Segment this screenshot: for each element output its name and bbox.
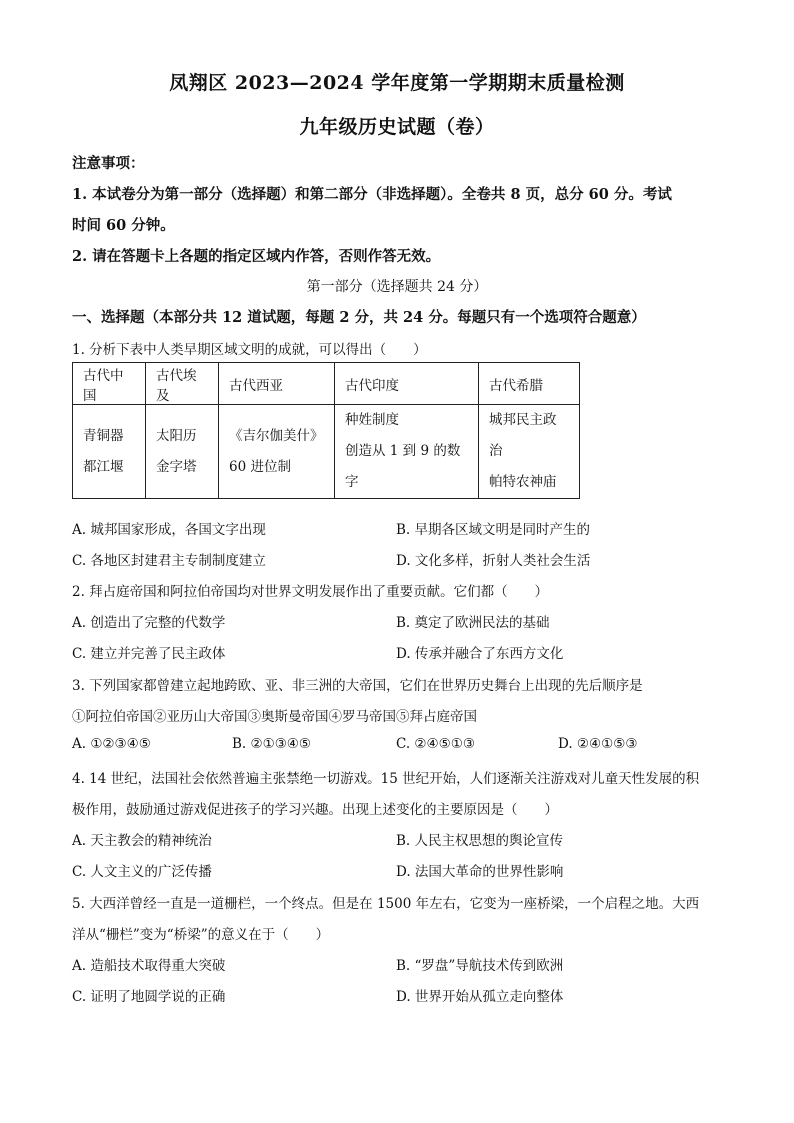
question-5-stem-line-2: 洋从“栅栏”变为“桥梁”的意义在于（ ） — [72, 927, 330, 943]
table-header-row — [73, 363, 580, 405]
q5-option-c: C. 证明了地圆学说的正确 — [72, 989, 226, 1005]
table-header-cell: 古代希腊 — [479, 363, 580, 405]
table-cell — [335, 405, 479, 499]
question-3-stem: 3. 下列国家都曾建立起地跨欧、亚、非三洲的大帝国，它们在世界历史舞台上出现的先后顺序是 — [72, 678, 643, 694]
table-cell-line: 60 进位制 — [229, 458, 291, 475]
q4-option-b: B. 人民主权思想的舆论宣传 — [396, 833, 564, 849]
q2-option-b: B. 奠定了欧洲民法的基础 — [396, 615, 550, 631]
table-cell — [479, 405, 580, 499]
question-4-stem-line-2: 极作用，鼓励通过游戏促进孩子的学习兴趣。出现上述变化的主要原因是（ ） — [72, 802, 558, 818]
q3-option-b: B. ②①③④⑤ — [232, 736, 312, 752]
table-header-cell: 古代西亚 — [219, 363, 335, 405]
notes-item-2: 2. 请在答题卡上各题的指定区域内作答，否则作答无效。 — [72, 248, 441, 265]
q1-option-a: A. 城邦国家形成，各国文字出现 — [72, 522, 266, 538]
section-1-heading: 一、选择题（本部分共 12 道试题，每题 2 分，共 24 分。每题只有一个选项符合题意） — [72, 309, 646, 326]
table-cell-line: 《吉尔伽美什》 — [229, 427, 324, 444]
table-cell-line: 都江堰 — [83, 458, 124, 475]
q5-option-a: A. 造船技术取得重大突破 — [72, 958, 226, 974]
table-cell-line: 创造从 1 到 9 的数字 — [345, 443, 461, 490]
table-cell-line: 帕特农神庙 — [489, 474, 557, 490]
table-cell-line: 金字塔 — [156, 458, 197, 475]
q4-option-a: A. 天主教会的精神统治 — [72, 833, 212, 849]
table-cell-line: 青铜器 — [83, 427, 124, 444]
notes-item-1-line-2: 时间 60 分钟。 — [72, 217, 175, 234]
q1-option-b: B. 早期各区域文明是同时产生的 — [396, 522, 591, 538]
table-cell-line: 太阳历 — [156, 427, 197, 444]
q3-option-a: A. ①②③④⑤ — [72, 736, 151, 752]
exam-title: 凤翔区 2023—2024 学年度第一学期期末质量检测 — [169, 72, 625, 94]
question-4-stem-line-1: 4. 14 世纪，法国社会依然普遍主张禁绝一切游戏。15 世纪开始，人们逐渐关注游戏对儿童天性发展的积 — [72, 771, 700, 787]
table-cell-line: 城邦民主政治 — [489, 412, 557, 459]
q4-option-c: C. 人文主义的广泛传播 — [72, 864, 212, 880]
question-5-stem-line-1: 5. 大西洋曾经一直是一道栅栏，一个终点。但是在 1500 年左右，它变为一座桥梁，一个启程之地。大西 — [72, 896, 700, 912]
table-header-cell: 古代中国 — [73, 363, 146, 405]
q2-option-c: C. 建立并完善了民主政体 — [72, 646, 226, 662]
question-2-stem: 2. 拜占庭帝国和阿拉伯帝国均对世界文明发展作出了重要贡献。它们都（ ） — [72, 584, 549, 600]
table-cell — [219, 405, 335, 499]
notes-heading: 注意事项： — [72, 155, 145, 172]
table-cell — [146, 405, 219, 499]
q2-option-d: D. 传承并融合了东西方文化 — [396, 646, 564, 662]
q4-option-d: D. 法国大革命的世界性影响 — [396, 864, 564, 880]
table-cell-line: 种姓制度 — [345, 412, 399, 428]
notes-item-1-line-1: 1. 本试卷分为第一部分（选择题）和第二部分（非选择题）。全卷共 8 页，总分 60 分。考试 — [72, 186, 672, 203]
table-cell — [73, 405, 146, 499]
civilization-table — [72, 362, 580, 499]
question-1-stem: 1. 分析下表中人类早期区域文明的成就，可以得出（ ） — [72, 342, 427, 358]
q3-option-d: D. ②④①⑤③ — [558, 736, 638, 752]
q5-option-d: D. 世界开始从孤立走向整体 — [396, 989, 564, 1005]
question-3-list: ①阿拉伯帝国②亚历山大帝国③奥斯曼帝国④罗马帝国⑤拜占庭帝国 — [72, 709, 477, 725]
table-row — [73, 405, 580, 499]
table-header-cell: 古代埃及 — [146, 363, 219, 405]
q1-option-d: D. 文化多样，折射人类社会生活 — [396, 553, 591, 569]
exam-subtitle: 九年级历史试题（卷） — [299, 116, 495, 138]
q3-option-c: C. ②④⑤①③ — [396, 736, 475, 752]
table-header-cell: 古代印度 — [335, 363, 479, 405]
q1-option-c: C. 各地区封建君主专制制度建立 — [72, 553, 266, 569]
q5-option-b: B. “罗盘”导航技术传到欧洲 — [396, 958, 564, 974]
part-1-heading: 第一部分（选择题共 24 分） — [306, 279, 488, 295]
q2-option-a: A. 创造出了完整的代数学 — [72, 615, 226, 631]
